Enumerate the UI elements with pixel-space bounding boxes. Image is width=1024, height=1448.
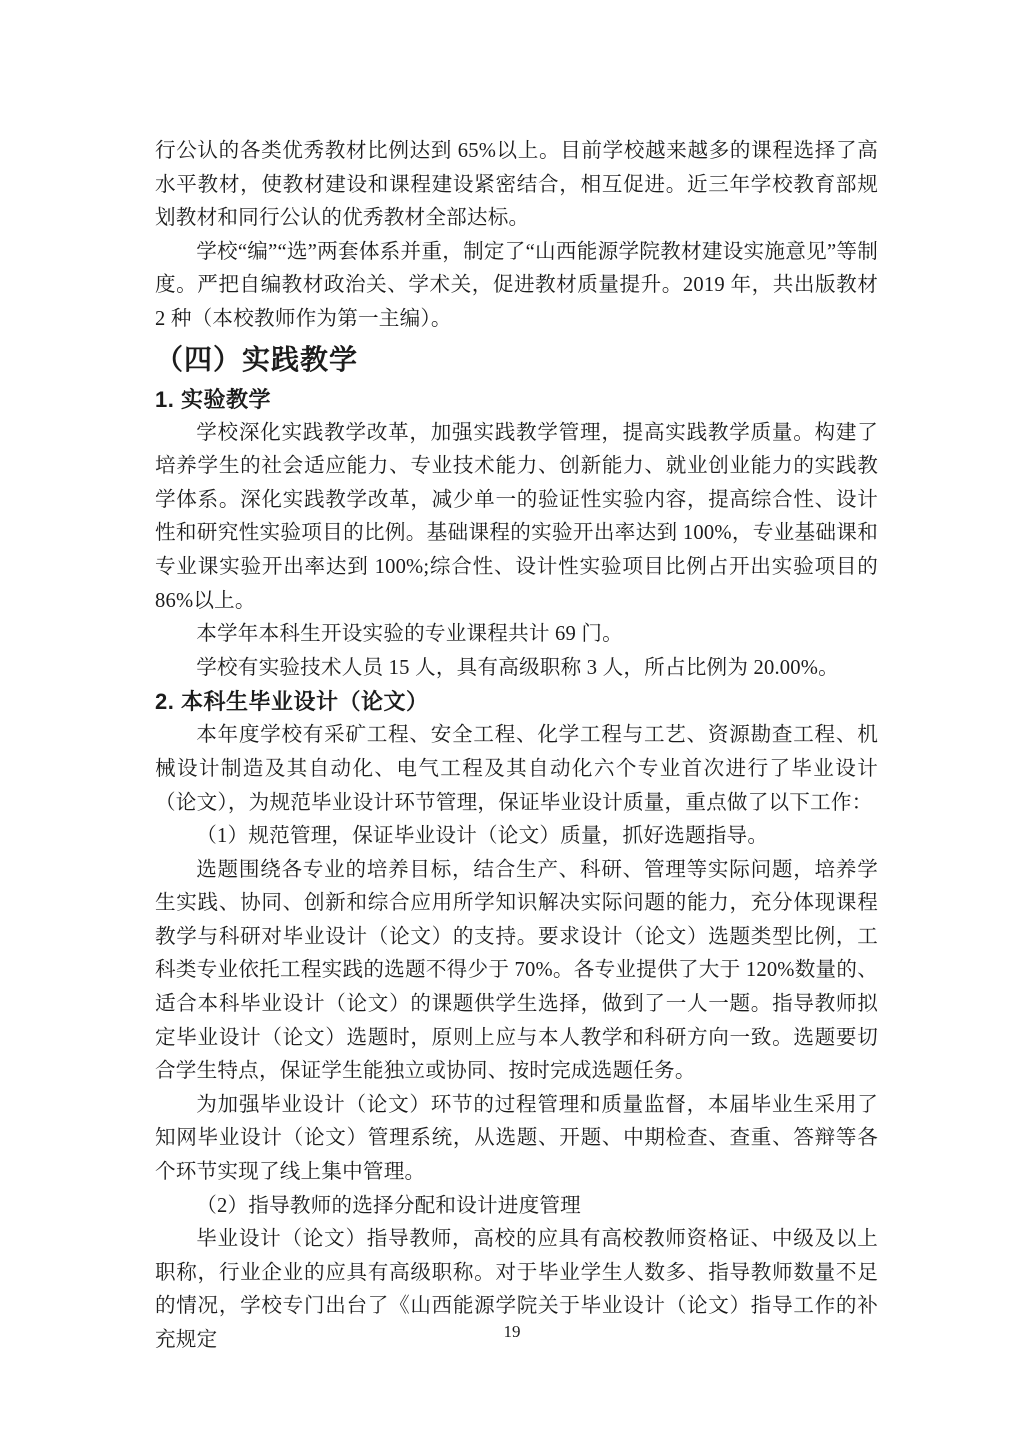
paragraph-textbook-quality: 行公认的各类优秀教材比例达到 65%以上。目前学校越来越多的课程选择了高水平教材，使教材建设和课程建设紧密结合，相互促进。近三年学校教育部规划教材和同行公认的优秀教材全部达标。 — [155, 140, 878, 230]
paragraph-lab-technicians: 学校有实验技术人员 15 人，具有高级职称 3 人，所占比例为 20.00%。 — [196, 656, 839, 679]
paragraph-item-2-advisor-management: （2）指导教师的选择分配和设计进度管理 — [196, 1194, 581, 1217]
paragraph-graduation-design-majors: 本年度学校有采矿工程、安全工程、化学工程与工艺、资源勘查工程、机械设计制造及其自动化、电气工程及其自动化六个专业首次进行了毕业设计（论文），为规范毕业设计环节管理，保证毕业设计质量，重点做了以下工作： — [155, 724, 878, 814]
paragraph-cnki-management-system: 为加强毕业设计（论文）环节的过程管理和质量监督，本届毕业生采用了知网毕业设计（论文）管理系统，从选题、开题、中期检查、查重、答辩等各个环节实现了线上集中管理。 — [155, 1093, 878, 1184]
paragraph-experimental-teaching-overview: 学校深化实践教学改革，加强实践教学管理，提高实践教学质量。构建了培养学生的社会适应能力、专业技术能力、创新能力、就业创业能力的实践教学体系。深化实践教学改革，减少单一的验证性实验内容，提高综合性、设计性和研究性实验项目的比例。基础课程的实验开出率达到 100%，专业基础课和专业课实验开出率达到 100%;综合性、设计性实验项目比例占开出实验项目的 86%以上。 — [155, 421, 878, 612]
paragraph-topic-selection-details: 选题围绕各专业的培养目标，结合生产、科研、管理等实际问题，培养学生实践、协同、创新和综合应用所学知识解决实际问题的能力，充分体现课程教学与科研对毕业设计（论文）的支持。要求设计（论文）选题类型比例，工科类专业依托工程实践的选题不得少于 70%。各专业提供了大于 120%数量的、适合本科毕业设计（论文）的课题供学生选择，做到了一人一题。指导教师拟定毕业设计（论文）选题时，原则上应与本人教学和科研方向一致。选题要切合学生特点，保证学生能独立或协同、按时完成选题任务。 — [155, 858, 878, 1083]
paragraph-textbook-system: 学校“编”“选”两套体系并重，制定了“山西能源学院教材建设实施意见”等制度。严把自编教材政治关、学术关，促进教材质量提升。2019 年，共出版教材 2 种（本校教师作为第一主编）。 — [155, 240, 878, 330]
subsection-heading-experimental-teaching: 1. 实验教学 — [155, 386, 271, 412]
section-heading-practical-teaching: （四）实践教学 — [155, 343, 359, 375]
paragraph-item-1-topic-guidance: （1）规范管理，保证毕业设计（论文）质量，抓好选题指导。 — [196, 825, 769, 848]
paragraph-advisor-qualifications: 毕业设计（论文）指导教师，高校的应具有高校教师资格证、中级及以上职称，行业企业的应具有高级职称。对于毕业学生人数多、指导教师数量不足的情况，学校专门出台了《山西能源学院关于毕业设计（论文）指导工作的补充规定 — [155, 1228, 878, 1351]
document-body — [155, 135, 878, 1358]
subsection-heading-graduation-design: 2. 本科生毕业设计（论文） — [155, 689, 429, 715]
page-number: 19 — [503, 1322, 521, 1341]
paragraph-experiment-courses-count: 本学年本科生开设实验的专业课程共计 69 门。 — [196, 623, 623, 646]
